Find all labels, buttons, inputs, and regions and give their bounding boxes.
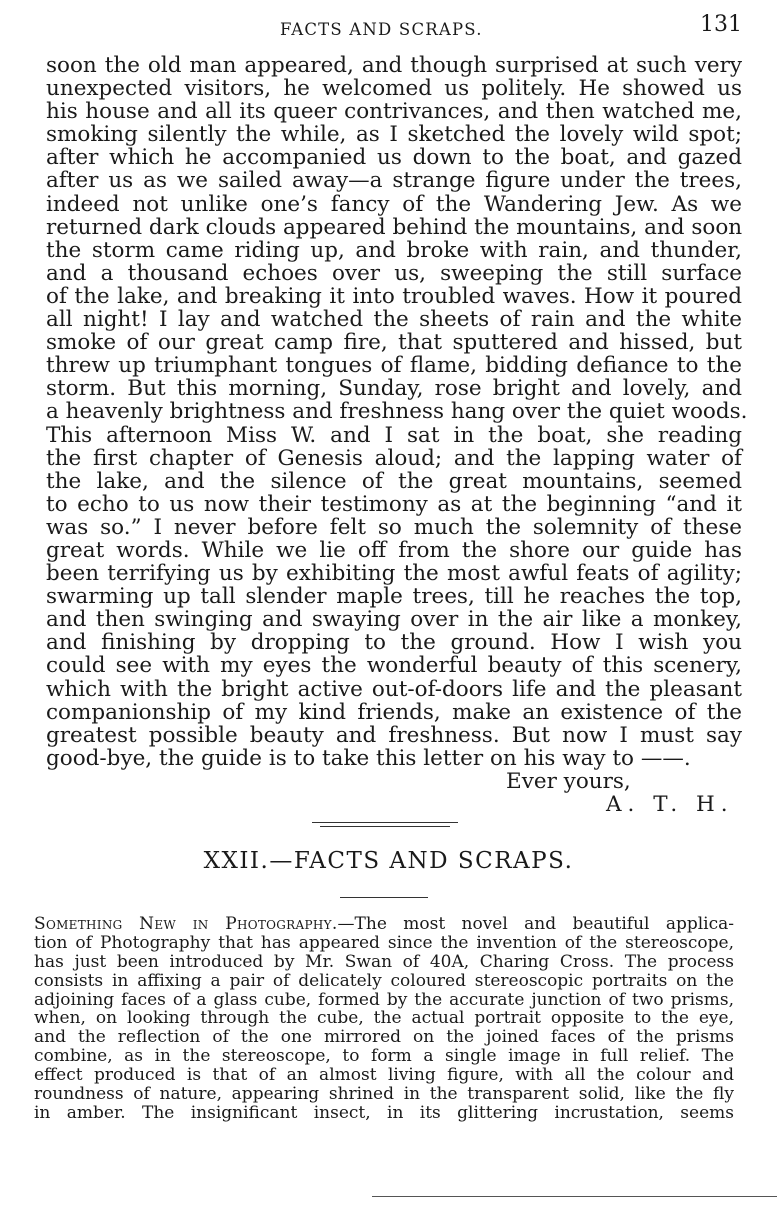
text-line: all night! I lay and watched the sheets of rain and the white [46, 307, 742, 333]
section-divider [312, 822, 458, 823]
text-line: roundness of nature, appearing shrined in the transparent solid, like the fly [34, 1084, 734, 1105]
text-line: to echo to us now their testimony as at the beginning “and it [46, 491, 742, 517]
text-line: and finishing by dropping to the ground. How I wish you [46, 630, 742, 656]
text-line: the lake, and the silence of the great mountains, seemed [46, 468, 742, 494]
text-line: combine, as in the stereoscope, to form a single image in full relief. The [34, 1046, 734, 1067]
text-line: indeed not unlike one’s fancy of the Wandering Jew. As we [46, 191, 742, 217]
text-line: swarming up tall slender maple trees, till he reaches the top, [46, 584, 742, 610]
article-first-line [34, 915, 734, 934]
text-line: was so.” I never before felt so much the solemnity of these [46, 514, 742, 540]
text-line: storm. But this morning, Sunday, rose bright and lovely, and [46, 376, 742, 402]
text-line: after which he accompanied us down to the boat, and gazed [46, 145, 742, 171]
text-line: smoke of our great camp fire, that sputtered and hissed, but [46, 330, 742, 356]
text-line: great words. While we lie off from the shore our guide has [46, 537, 742, 563]
text-line: unexpected visitors, he welcomed us politely. He showed us [46, 76, 742, 102]
text-line: adjoining faces of a glass cube, formed by the accurate junction of two prisms, [34, 989, 734, 1010]
letter-closing: Ever yours, [506, 768, 631, 794]
text-line: and then swinging and swaying over in the air like a monkey, [46, 607, 742, 633]
page-header [0, 6, 777, 46]
text-line: tion of Photography that has appeared since the invention of the stereoscope, [34, 932, 734, 953]
article-first-line-text: —The most novel and beautiful applica- [337, 914, 734, 934]
text-line: after us as we sailed away—a strange figure under the trees, [46, 168, 742, 194]
letter-body [46, 53, 748, 817]
text-line: has just been introduced by Mr. Swan of 40A, Charing Cross. The process [34, 951, 734, 972]
text-line: could see with my eyes the wonderful beauty of this scenery, [46, 653, 742, 679]
section-title: XXII.—FACTS AND SCRAPS. [203, 848, 574, 874]
letter-signature: A. T. H. [606, 792, 734, 817]
article-heading: Something New in Photography. [34, 914, 338, 934]
text-line: of the lake, and breaking it into troubled waves. How it poured [46, 283, 742, 309]
text-line: consists in affixing a pair of delicately coloured stereoscopic portraits on the [34, 970, 734, 991]
text-line: a heavenly brightness and freshness hang over the quiet woods. [46, 399, 748, 425]
text-line: good-bye, the guide is to take this letter on his way to ——. [46, 745, 691, 771]
text-line: the first chapter of Genesis aloud; and the lapping water of [46, 445, 742, 471]
footer-rule [372, 1196, 777, 1197]
article-paragraph [34, 934, 734, 1123]
running-head: FACTS AND SCRAPS. [280, 20, 483, 39]
text-line: and a thousand echoes over us, sweeping the still surface [46, 260, 742, 286]
text-line: threw up triumphant tongues of flame, bidding defiance to the [46, 353, 742, 379]
page-number: 131 [700, 12, 742, 37]
title-underline [340, 897, 428, 898]
text-line: companionship of my kind friends, make an existence of the [46, 699, 742, 725]
text-line: returned dark clouds appeared behind the mountains, and soon [46, 214, 743, 240]
text-line: been terrifying us by exhibiting the most awful feats of agility; [46, 561, 742, 587]
text-line: This afternoon Miss W. and I sat in the boat, she reading [46, 422, 742, 448]
text-line: greatest possible beauty and freshness. But now I must say [46, 722, 742, 748]
section-divider [320, 826, 450, 827]
text-line: soon the old man appeared, and though surprised at such very [46, 53, 742, 78]
text-line: smoking silently the while, as I sketched the lovely wild spot; [46, 122, 742, 148]
text-line: in amber. The insignificant insect, in its glittering incrustation, seems [34, 1102, 734, 1123]
letter-paragraph [46, 53, 748, 771]
text-line: his house and all its queer contrivances, and then watched me, [46, 99, 742, 125]
text-line: and the reflection of the one mirrored on the joined faces of the prisms [34, 1027, 734, 1048]
text-line: which with the bright active out-of-doors life and the pleasant [46, 676, 742, 702]
text-line: effect produced is that of an almost living figure, with all the colour and [34, 1065, 734, 1086]
article-body [34, 915, 734, 1123]
text-line: the storm came riding up, and broke with rain, and thunder, [46, 237, 742, 263]
text-line: when, on looking through the cube, the actual portrait opposite to the eye, [34, 1008, 734, 1029]
